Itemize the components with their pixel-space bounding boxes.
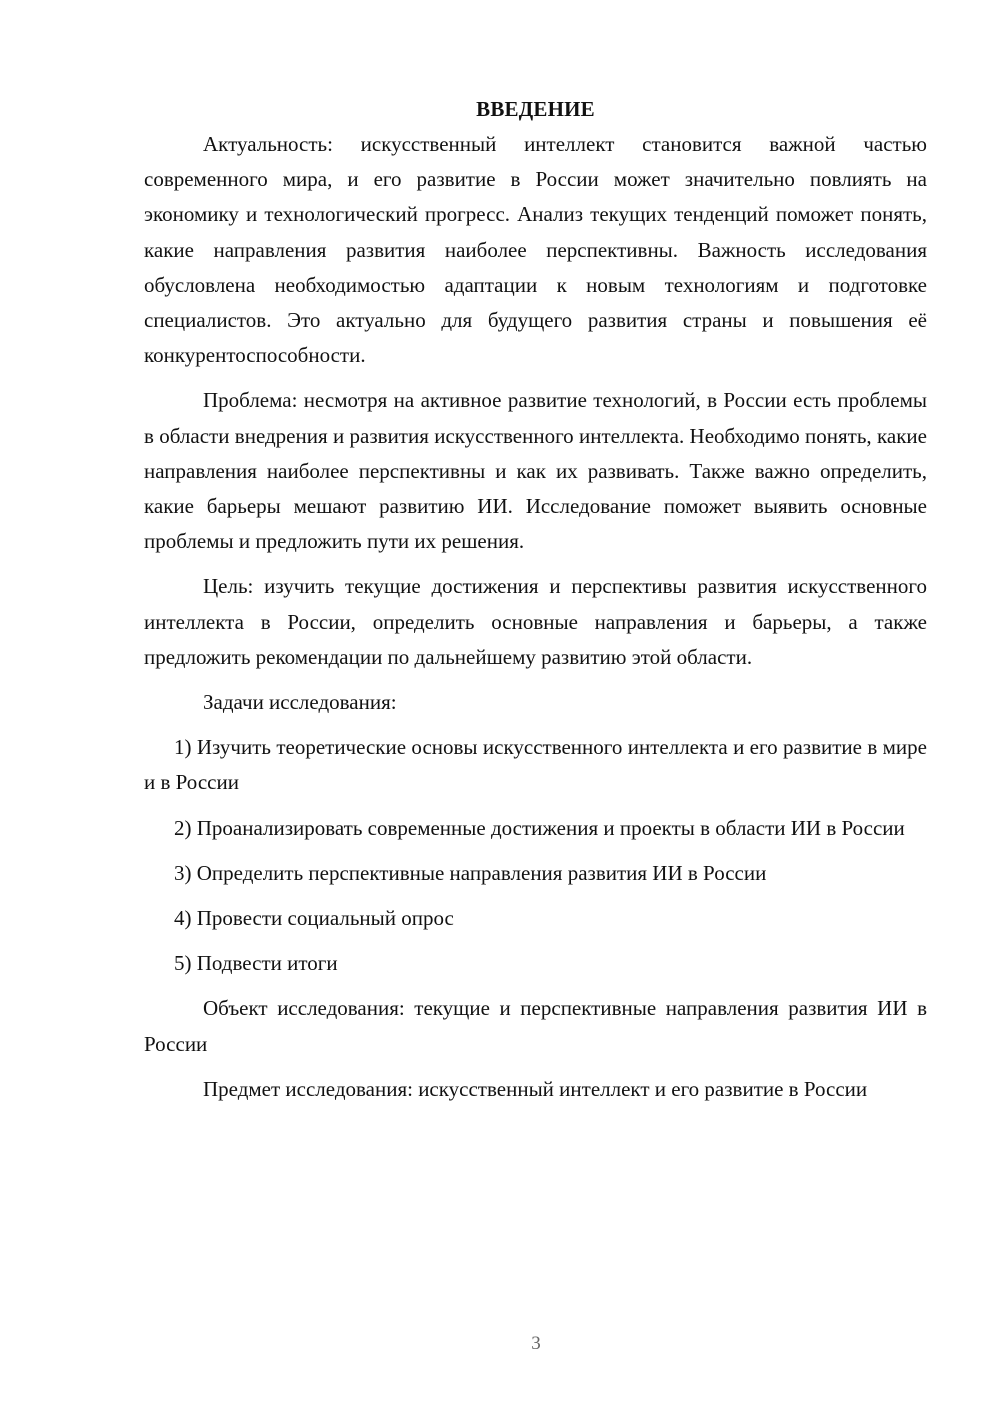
problem-paragraph: Проблема: несмотря на активное развитие технологий, в России есть проблемы в области внедрения и развития искусственного интеллекта. Необходимо понять, какие направления наиболее перспективны и как их развивать. Также важно определить, какие барьеры мешают развитию ИИ. Исследование поможет выявить основные проблемы и предложить пути их решения. — [144, 388, 927, 554]
subject-paragraph: Предмет исследования: искусственный интеллект и его развитие в России — [203, 1076, 868, 1101]
task-item: 2) Проанализировать современные достижения и проекты в области ИИ в России — [174, 815, 905, 840]
task-item: 4) Провести социальный опрос — [174, 906, 454, 931]
goal-paragraph: Цель: изучить текущие достижения и перспективы развития искусственного интеллекта в России, определить основные направления и барьеры, а также предложить рекомендации по дальнейшему развитию этой области. — [144, 574, 927, 669]
object-paragraph: Объект исследования: текущие и перспективные направления развития ИИ в России — [144, 996, 927, 1056]
relevance-paragraph: Актуальность: искусственный интеллект становится важной частью современного мира, и его развитие в России может значительно повлиять на экономику и технологический прогресс. Анализ текущих тенденций поможет понять, какие направления развития наиболее перспективны. Важность исследования обусловлена необходимостью адаптации к новым технологиям и подготовке специалистов. Это актуально для будущего развития страны и повышения её конкурентоспособности. — [144, 132, 927, 368]
document-page — [144, 92, 927, 1117]
task-item: 1) Изучить теоретические основы искусственного интеллекта и его развитие в мире и в России — [144, 735, 927, 795]
task-item: 5) Подвести итоги — [174, 951, 338, 976]
section-title: ВВЕДЕНИЕ — [476, 97, 595, 121]
tasks-heading: Задачи исследования: — [203, 690, 397, 715]
task-item: 3) Определить перспективные направления развития ИИ в России — [174, 860, 767, 885]
page-number: 3 — [531, 1333, 541, 1354]
